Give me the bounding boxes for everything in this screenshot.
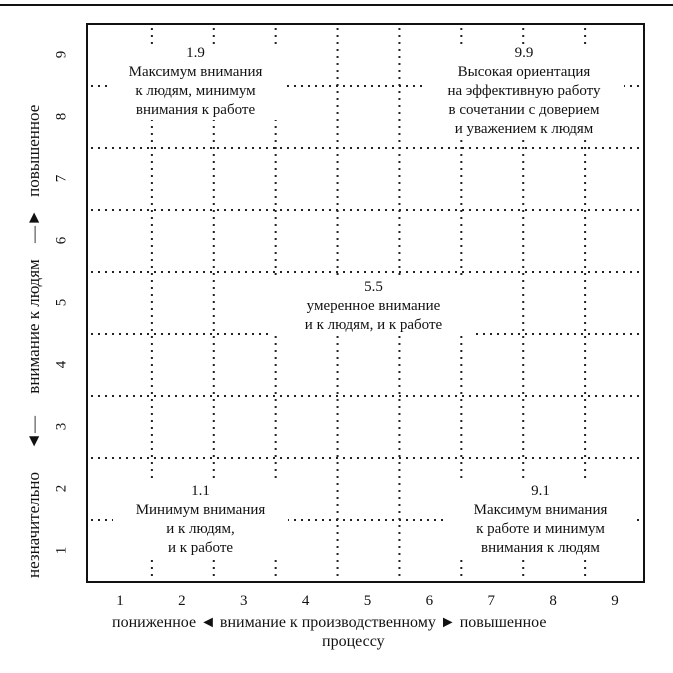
x-tick-label: 5	[363, 593, 372, 609]
arrow-left-icon: ◄	[200, 614, 216, 631]
style-9-1	[448, 482, 633, 558]
style-1-1	[113, 482, 288, 558]
y-axis-title	[24, 105, 44, 578]
style-9-1-code: 9.1	[531, 483, 550, 499]
style-9-9-code: 9.9	[514, 45, 534, 61]
style-1-1-line: и к людям,	[166, 521, 235, 537]
arrow-up-icon: —►	[24, 209, 43, 243]
style-9-1-line: к работе и минимум	[476, 521, 605, 537]
y-tick-label: 4	[53, 360, 70, 369]
y-tick-label: 2	[53, 484, 70, 493]
y-tick-label: 8	[53, 112, 70, 121]
y-axis-high-label: повышенное	[24, 104, 43, 197]
y-tick-label: 5	[53, 298, 70, 307]
style-1-9-line: внимания к работе	[135, 102, 256, 118]
style-9-9-line: на эффективную работу	[447, 83, 601, 99]
x-axis-title-line2: процессу	[322, 633, 385, 650]
style-1-9	[108, 44, 283, 120]
style-1-9-code: 1.9	[186, 45, 205, 61]
style-5-5	[271, 278, 476, 335]
style-9-9-line: Высокая ориентация	[457, 64, 591, 80]
style-9-9-line: в сочетании с доверием	[448, 102, 600, 118]
y-tick-label: 7	[53, 174, 70, 183]
x-tick-label: 2	[178, 593, 186, 609]
style-1-9-line: к людям, минимум	[135, 83, 256, 99]
style-1-1-line: и к работе	[167, 540, 234, 556]
y-axis-center-label: внимание к людям	[24, 259, 43, 394]
style-9-9-line: и уважением к людям	[454, 121, 594, 137]
style-1-1-code: 1.1	[191, 483, 210, 499]
arrow-down-icon: ◄—	[24, 415, 43, 450]
x-tick-label: 4	[301, 593, 310, 609]
x-tick-label: 7	[487, 593, 496, 609]
style-9-1-line: Максимум внимания	[473, 502, 608, 518]
x-axis-high-label: повышенное	[459, 614, 547, 631]
y-axis-low-label: незначительно	[24, 472, 43, 578]
y-tick-label: 3	[53, 422, 70, 431]
arrow-right-icon: ►	[439, 614, 456, 631]
style-9-1-line: внимания к людям	[481, 540, 600, 556]
x-axis-title	[112, 614, 546, 632]
y-tick-label: 6	[53, 236, 70, 245]
y-tick-label: 1	[53, 546, 70, 555]
x-axis-low-label: пониженное	[112, 614, 197, 631]
style-1-9-line: Максимум внимания	[128, 64, 263, 80]
style-1-1-line: Минимум внимания	[135, 502, 266, 518]
x-tick-label: 3	[239, 593, 248, 609]
style-9-9	[424, 44, 624, 139]
x-axis-center-label: внимание к производственному	[219, 614, 436, 631]
x-tick-label: 6	[425, 593, 434, 609]
x-tick-label: 9	[611, 593, 619, 609]
style-5-5-line: умеренное внимание	[306, 298, 441, 314]
x-tick-label: 1	[116, 593, 124, 609]
style-5-5-line: и к людям, и к работе	[304, 317, 443, 333]
x-tick-label: 8	[549, 593, 557, 609]
style-5-5-code: 5.5	[364, 279, 383, 295]
y-tick-label: 9	[53, 50, 70, 59]
